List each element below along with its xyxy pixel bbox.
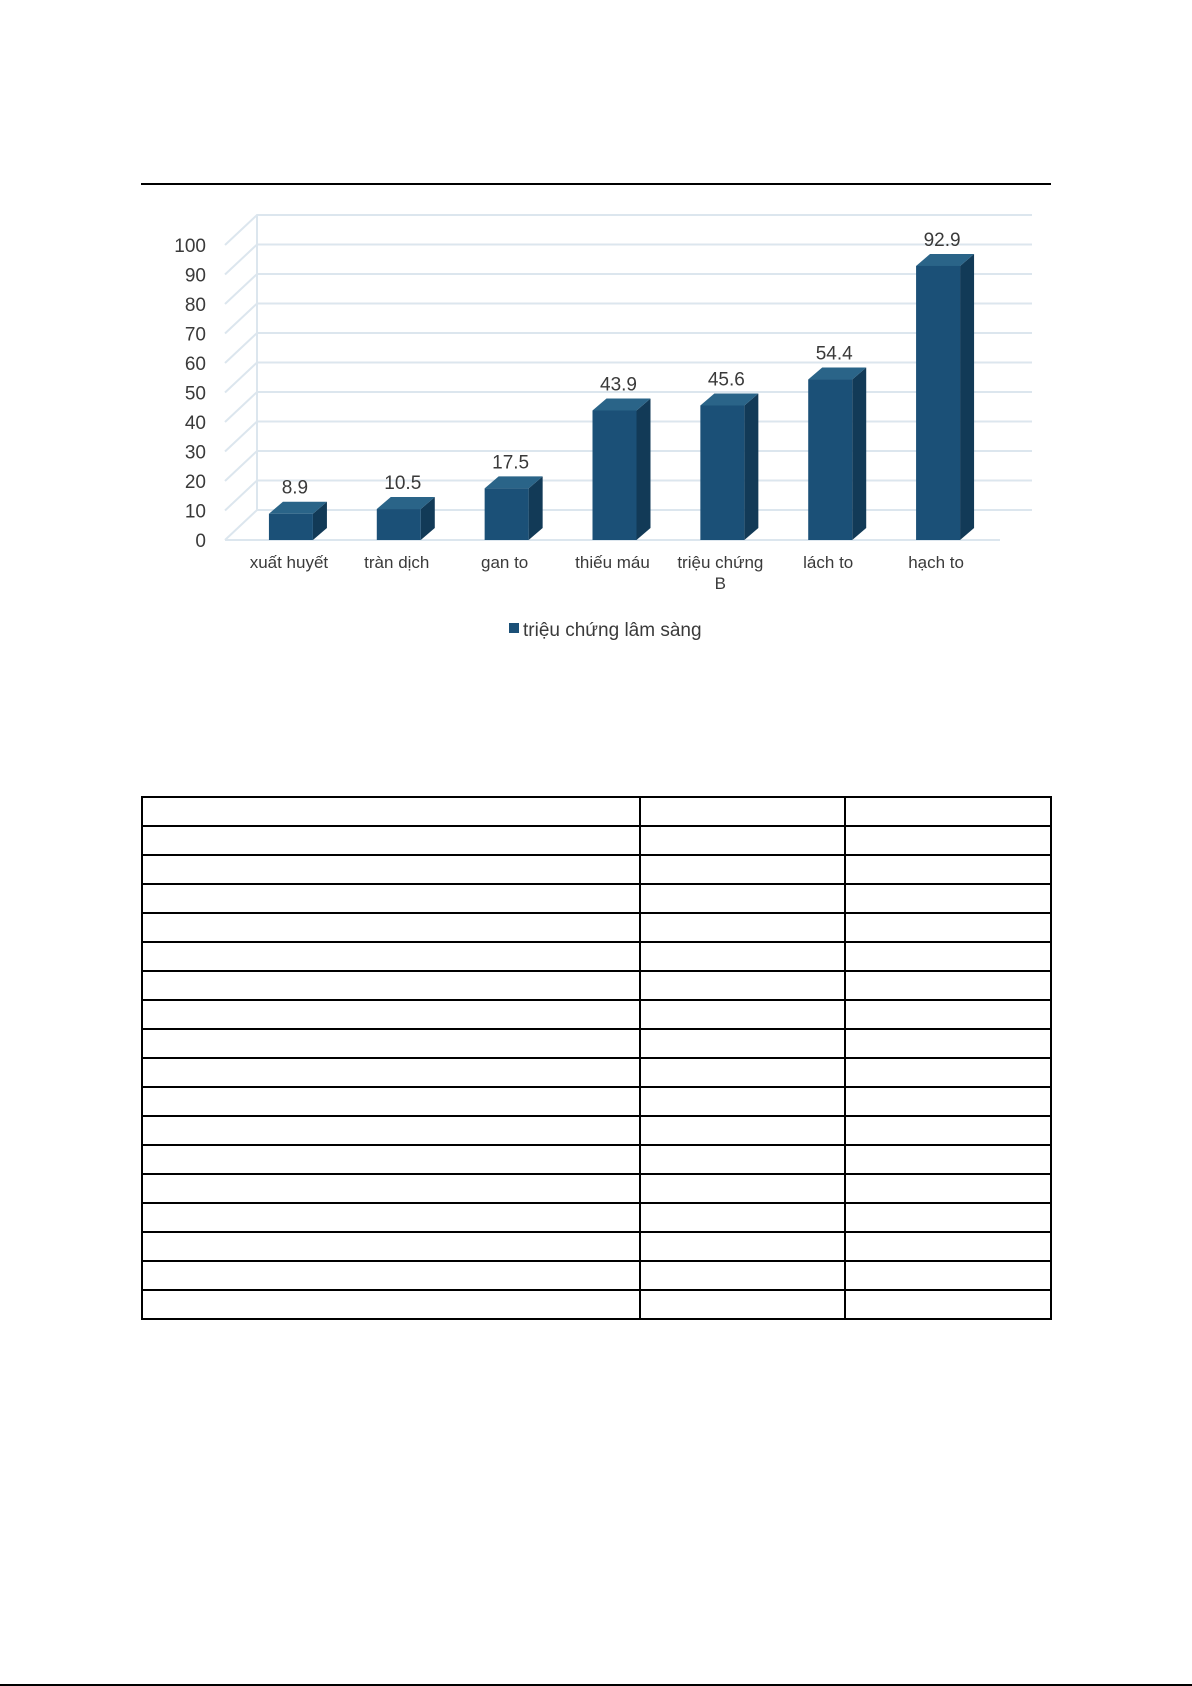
table-cell	[142, 797, 640, 826]
table-cell	[142, 1174, 640, 1203]
table-cell	[640, 1174, 845, 1203]
table-row	[142, 1261, 1051, 1290]
table-row	[142, 1116, 1051, 1145]
table-row	[142, 1087, 1051, 1116]
table-row	[142, 942, 1051, 971]
table-cell	[845, 1232, 1051, 1261]
table-row	[142, 855, 1051, 884]
table-row	[142, 1174, 1051, 1203]
gridline	[225, 333, 1032, 363]
table-cell	[142, 1203, 640, 1232]
table-cell	[640, 1029, 845, 1058]
table-cell	[640, 913, 845, 942]
table-cell	[845, 971, 1051, 1000]
table-cell	[845, 855, 1051, 884]
table-cell	[640, 826, 845, 855]
bar	[377, 509, 421, 540]
table-cell	[640, 1087, 845, 1116]
table-cell	[142, 1087, 640, 1116]
x-category-label: triệu chứng	[677, 553, 764, 572]
table-cell	[845, 1203, 1051, 1232]
y-tick-label: 80	[184, 295, 206, 316]
data-label: 43.9	[600, 374, 637, 396]
table-cell	[640, 855, 845, 884]
bar-side	[960, 254, 974, 540]
table-cell	[640, 942, 845, 971]
table-cell	[640, 1000, 845, 1029]
table-row	[142, 971, 1051, 1000]
bar	[700, 405, 744, 540]
table-cell	[845, 913, 1051, 942]
x-category-label: tràn dịch	[364, 553, 430, 572]
x-category-label: gan to	[481, 553, 529, 572]
data-label: 17.5	[492, 452, 530, 474]
table-cell	[142, 884, 640, 913]
table-cell	[142, 1029, 640, 1058]
empty-table	[141, 796, 1052, 1320]
table-cell	[845, 797, 1051, 826]
table-cell	[845, 1174, 1051, 1203]
y-tick-label: 70	[184, 324, 206, 346]
data-label: 92.9	[923, 229, 961, 251]
gridline	[225, 245, 1032, 275]
y-tick-label: 10	[184, 501, 206, 523]
bar	[269, 514, 313, 540]
x-category-label: lách to	[803, 553, 854, 572]
table-cell	[142, 1290, 640, 1319]
bar	[593, 410, 637, 540]
legend-swatch	[509, 623, 519, 633]
table-cell	[845, 1000, 1051, 1029]
table-cell	[640, 971, 845, 1000]
table-cell	[845, 826, 1051, 855]
table-cell	[640, 1232, 845, 1261]
y-tick-label: 100	[174, 236, 206, 257]
table-row	[142, 1232, 1051, 1261]
bar-side	[637, 398, 651, 540]
table-cell	[142, 1116, 640, 1145]
table-cell	[640, 884, 845, 913]
table-cell	[845, 884, 1051, 913]
table-cell	[640, 1058, 845, 1087]
table-cell	[640, 1203, 845, 1232]
data-label: 10.5	[384, 473, 422, 495]
y-tick-label: 60	[184, 354, 206, 375]
bar-side	[744, 393, 758, 540]
table-cell	[845, 1116, 1051, 1145]
table-cell	[142, 1000, 640, 1029]
y-tick-label: 50	[184, 383, 206, 405]
table-row	[142, 1000, 1051, 1029]
table-row	[142, 1203, 1051, 1232]
y-tick-label: 0	[195, 531, 206, 552]
data-label: 54.4	[815, 343, 853, 365]
table-cell	[142, 913, 640, 942]
table-cell	[845, 1058, 1051, 1087]
y-tick-label: 20	[184, 472, 206, 493]
table-cell	[142, 1232, 640, 1261]
bar	[916, 266, 960, 540]
bar	[808, 380, 852, 540]
table-cell	[845, 1029, 1051, 1058]
x-category-label: xuất huyết	[249, 553, 329, 572]
table-cell	[845, 1087, 1051, 1116]
table-cell	[845, 1145, 1051, 1174]
table-cell	[640, 1261, 845, 1290]
table-row	[142, 826, 1051, 855]
x-category-label: B	[714, 574, 727, 593]
table-cell	[845, 1261, 1051, 1290]
table-cell	[142, 1058, 640, 1087]
y-tick-label: 40	[184, 413, 206, 434]
x-category-label: hạch to	[908, 553, 964, 572]
table-cell	[142, 1145, 640, 1174]
legend-label: triệu chứng lâm sàng	[523, 620, 702, 641]
table-row	[142, 1145, 1051, 1174]
gridline	[225, 304, 1032, 334]
data-label: 8.9	[281, 477, 309, 499]
table-cell	[640, 1116, 845, 1145]
gridline	[225, 215, 1032, 245]
table-cell	[845, 942, 1051, 971]
data-label: 45.6	[707, 369, 745, 391]
table-row	[142, 1029, 1051, 1058]
x-category-label: thiếu máu	[575, 553, 650, 572]
gridline	[225, 274, 1032, 304]
table-cell	[640, 1145, 845, 1174]
table-cell	[142, 971, 640, 1000]
table-row	[142, 884, 1051, 913]
table-cell	[142, 942, 640, 971]
table-row	[142, 1290, 1051, 1319]
table-row	[142, 1058, 1051, 1087]
y-tick-label: 90	[184, 265, 206, 287]
bar	[485, 488, 529, 540]
table-cell	[142, 1261, 640, 1290]
table-cell	[640, 1290, 845, 1319]
table-row	[142, 913, 1051, 942]
table-row	[142, 797, 1051, 826]
table-cell	[142, 826, 640, 855]
table-cell	[640, 797, 845, 826]
bar-side	[852, 368, 866, 540]
table-cell	[845, 1290, 1051, 1319]
table-cell	[142, 855, 640, 884]
y-tick-label: 30	[184, 442, 206, 464]
bar-chart	[0, 0, 1192, 660]
